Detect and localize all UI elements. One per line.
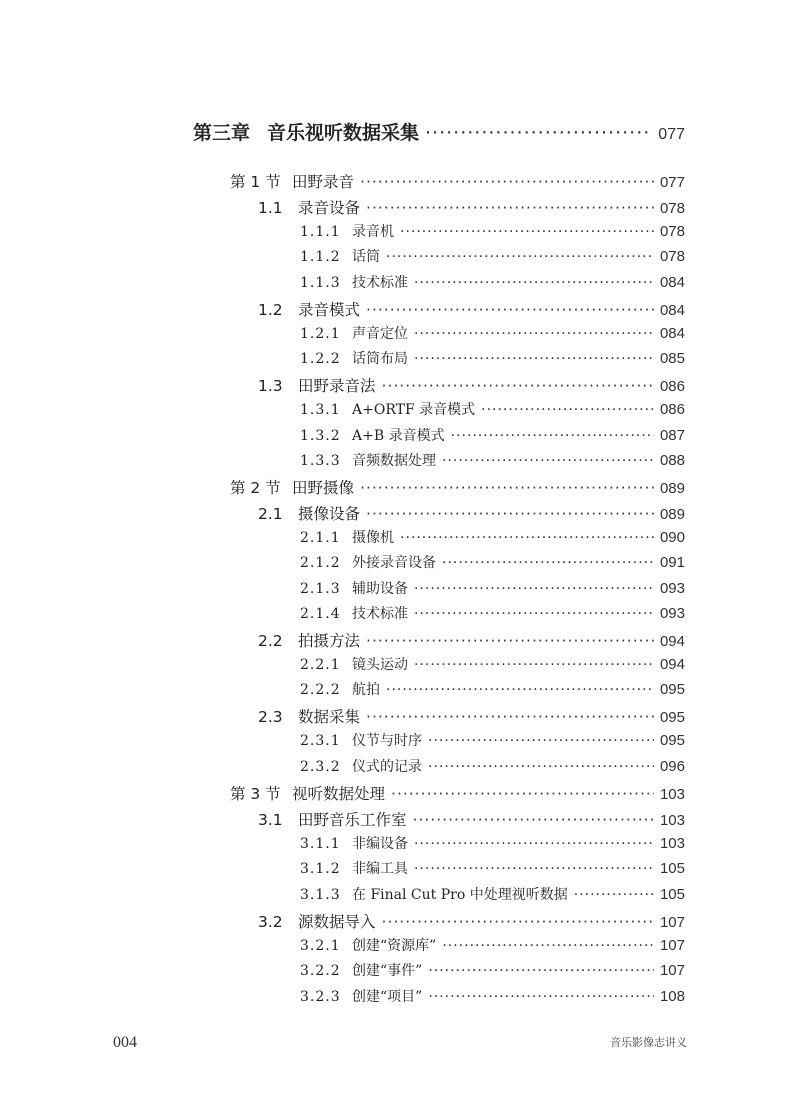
dot-leader — [386, 682, 654, 698]
toc-number: 1.3.2 — [300, 428, 341, 444]
toc-title: 音乐视听数据采集 — [267, 122, 420, 144]
toc-page: 095 — [659, 681, 685, 698]
toc-page: 089 — [659, 480, 685, 497]
dot-leader — [414, 326, 654, 342]
dot-leader — [366, 505, 654, 523]
toc-page: 096 — [659, 758, 685, 775]
toc-item-row — [300, 348, 685, 372]
toc-number: 1.2 — [258, 301, 283, 319]
toc-number: 2.1.2 — [300, 555, 341, 571]
toc-number: 2.3.2 — [300, 759, 341, 775]
toc-page: 084 — [659, 325, 685, 342]
page-number: 004 — [113, 1034, 137, 1051]
toc-item-row — [300, 399, 685, 423]
dot-leader — [366, 199, 654, 217]
dot-leader — [414, 351, 654, 367]
dot-leader — [442, 555, 654, 571]
dot-leader — [400, 530, 654, 546]
toc-page: 108 — [659, 988, 685, 1005]
toc-page: 078 — [659, 223, 685, 240]
toc-number: 2.1.3 — [300, 581, 341, 597]
toc-page: 084 — [659, 302, 685, 319]
toc-page: 093 — [659, 605, 685, 622]
toc-title: 镜头运动 — [352, 657, 408, 673]
dot-leader — [366, 301, 654, 319]
toc-title: 视听数据处理 — [292, 785, 386, 803]
toc-subsection-row — [258, 808, 685, 832]
dot-leader — [414, 606, 654, 622]
toc-page: 094 — [659, 656, 685, 673]
toc-item-row — [300, 246, 685, 270]
toc-page: 105 — [659, 886, 685, 903]
toc-page: 086 — [659, 378, 685, 395]
toc-number: 2.1.4 — [300, 606, 341, 622]
toc-number: 1.2.1 — [300, 326, 341, 342]
dot-leader — [360, 479, 654, 497]
toc-number: 3.1.3 — [300, 887, 341, 903]
toc-title: 外接录音设备 — [352, 555, 436, 571]
dot-leader — [400, 224, 654, 240]
dot-leader — [414, 836, 654, 852]
toc-title: 创建“事件” — [352, 963, 423, 979]
toc-title: 辅助设备 — [352, 581, 408, 597]
toc-page: 093 — [659, 580, 685, 597]
toc-number: 3.2.2 — [300, 963, 341, 979]
toc-page: 084 — [659, 274, 685, 291]
toc-title: 田野摄像 — [292, 479, 355, 497]
toc-title: 拍摄方法 — [298, 632, 361, 650]
toc-title: A+B 录音模式 — [352, 428, 445, 444]
toc-number: 1.1.2 — [300, 249, 341, 265]
toc-item-row — [300, 603, 685, 627]
dot-leader — [442, 453, 654, 469]
toc-item-row — [300, 654, 685, 678]
toc-page: 103 — [659, 812, 685, 829]
toc-section-row — [230, 170, 685, 194]
dot-leader — [428, 963, 654, 979]
dot-leader — [386, 249, 654, 265]
toc-page: 107 — [659, 962, 685, 979]
toc-number: 3.1.1 — [300, 836, 341, 852]
dot-leader — [442, 938, 654, 954]
toc-number: 第三章 — [193, 122, 251, 144]
dot-leader — [391, 785, 654, 803]
dot-leader — [451, 428, 654, 444]
toc-number: 3.1.2 — [300, 861, 341, 877]
toc-item-row — [300, 679, 685, 703]
dot-leader — [414, 861, 654, 877]
toc-number: 1.1.1 — [300, 224, 341, 240]
toc-page: 089 — [659, 506, 685, 523]
toc-title: 声音定位 — [352, 326, 408, 342]
toc-title: 摄像设备 — [298, 505, 361, 523]
toc-number: 1.3 — [258, 377, 283, 395]
toc-number: 2.2.1 — [300, 657, 341, 673]
toc-title: 录音设备 — [298, 199, 361, 217]
toc-number: 第 2 节 — [230, 479, 281, 497]
toc-subsection-row — [258, 374, 685, 398]
toc-number: 2.1.1 — [300, 530, 341, 546]
toc-number: 2.3.1 — [300, 733, 341, 749]
toc-item-row — [300, 425, 685, 449]
toc-section-row — [230, 476, 685, 500]
toc-page: 107 — [659, 937, 685, 954]
toc-item-row — [300, 527, 685, 551]
toc-page: 085 — [659, 350, 685, 367]
toc-page: 090 — [659, 529, 685, 546]
toc-subsection-row — [258, 705, 685, 729]
toc-item-row — [300, 578, 685, 602]
toc-title: 田野音乐工作室 — [298, 811, 407, 829]
toc-item-row — [300, 986, 685, 1010]
toc-page: 077 — [659, 174, 685, 191]
toc-title: 技术标准 — [352, 275, 408, 291]
dot-leader — [360, 173, 654, 191]
toc-item-row — [300, 552, 685, 576]
dot-leader — [414, 275, 654, 291]
toc-title: 创建“项目” — [352, 989, 423, 1005]
toc-page: 078 — [659, 200, 685, 217]
toc-page: 078 — [659, 248, 685, 265]
toc-page: 077 — [658, 126, 685, 143]
toc-page: 103 — [659, 835, 685, 852]
dot-leader — [382, 377, 654, 395]
toc-title: 田野录音法 — [298, 377, 376, 395]
toc-number: 第 1 节 — [230, 173, 281, 191]
toc-number: 3.2.1 — [300, 938, 341, 954]
dot-leader — [366, 632, 654, 650]
toc-item-row — [300, 730, 685, 754]
toc-title: 田野录音 — [292, 173, 355, 191]
toc-page: 095 — [659, 709, 685, 726]
toc-page: 103 — [659, 786, 685, 803]
toc-page: 095 — [659, 732, 685, 749]
dot-leader — [382, 913, 654, 931]
toc-page: 088 — [659, 452, 685, 469]
toc-item-row — [300, 221, 685, 245]
toc-title: 话筒 — [352, 249, 380, 265]
toc-title: 仪节与时序 — [352, 733, 422, 749]
dot-leader — [428, 989, 654, 1005]
dot-leader — [425, 122, 652, 144]
toc-number: 3.1 — [258, 811, 283, 829]
toc-chapter-row — [193, 118, 685, 148]
dot-leader — [574, 887, 654, 903]
toc-number: 2.2.2 — [300, 682, 341, 698]
toc-page: 086 — [659, 401, 685, 418]
toc-page: 094 — [659, 633, 685, 650]
dot-leader — [428, 733, 654, 749]
dot-leader — [428, 759, 654, 775]
toc-number: 1.2.2 — [300, 351, 341, 367]
dot-leader — [414, 657, 654, 673]
toc-subsection-row — [258, 196, 685, 220]
toc-title: 在 Final Cut Pro 中处理视听数据 — [352, 887, 568, 903]
toc-item-row — [300, 450, 685, 474]
toc-title: 源数据导入 — [298, 913, 376, 931]
toc-title: 技术标准 — [352, 606, 408, 622]
toc-number: 3.2 — [258, 913, 283, 931]
toc-number: 2.1 — [258, 505, 283, 523]
toc-subsection-row — [258, 298, 685, 322]
dot-leader — [414, 581, 654, 597]
toc-title: 创建“资源库” — [352, 938, 437, 954]
toc-title: 仪式的记录 — [352, 759, 422, 775]
toc-title: 录音模式 — [298, 301, 361, 319]
toc-subsection-row — [258, 629, 685, 653]
toc-number: 1.1.3 — [300, 275, 341, 291]
toc-subsection-row — [258, 502, 685, 526]
toc-number: 1.3.1 — [300, 402, 341, 418]
toc-page: 105 — [659, 860, 685, 877]
dot-leader — [366, 708, 654, 726]
toc-item-row — [300, 884, 685, 908]
toc-item-row — [300, 833, 685, 857]
toc-item-row — [300, 960, 685, 984]
toc-item-row — [300, 935, 685, 959]
dot-leader — [413, 811, 654, 829]
toc-title: 音频数据处理 — [352, 453, 436, 469]
toc-item-row — [300, 756, 685, 780]
toc-number: 2.3 — [258, 708, 283, 726]
toc-number: 3.2.3 — [300, 989, 341, 1005]
toc-number: 1.1 — [258, 199, 283, 217]
toc-item-row — [300, 323, 685, 347]
toc-title: A+ORTF 录音模式 — [352, 402, 476, 418]
toc-title: 非编工具 — [352, 861, 408, 877]
toc-page: 087 — [659, 427, 685, 444]
toc-title: 航拍 — [352, 682, 380, 698]
toc-page: 091 — [659, 554, 685, 571]
toc-section-row — [230, 782, 685, 806]
toc-item-row — [300, 272, 685, 296]
toc-title: 数据采集 — [298, 708, 361, 726]
toc-title: 话筒布局 — [352, 351, 408, 367]
toc-number: 第 3 节 — [230, 785, 281, 803]
toc-title: 非编设备 — [352, 836, 408, 852]
toc-subsection-row — [258, 910, 685, 934]
toc-number: 2.2 — [258, 632, 283, 650]
toc-page: 107 — [659, 914, 685, 931]
toc-number: 1.3.3 — [300, 453, 341, 469]
toc-title: 摄像机 — [352, 530, 394, 546]
toc-title: 录音机 — [352, 224, 394, 240]
running-title: 音乐影像志讲义 — [610, 1036, 687, 1049]
toc-item-row — [300, 858, 685, 882]
dot-leader — [481, 402, 654, 418]
